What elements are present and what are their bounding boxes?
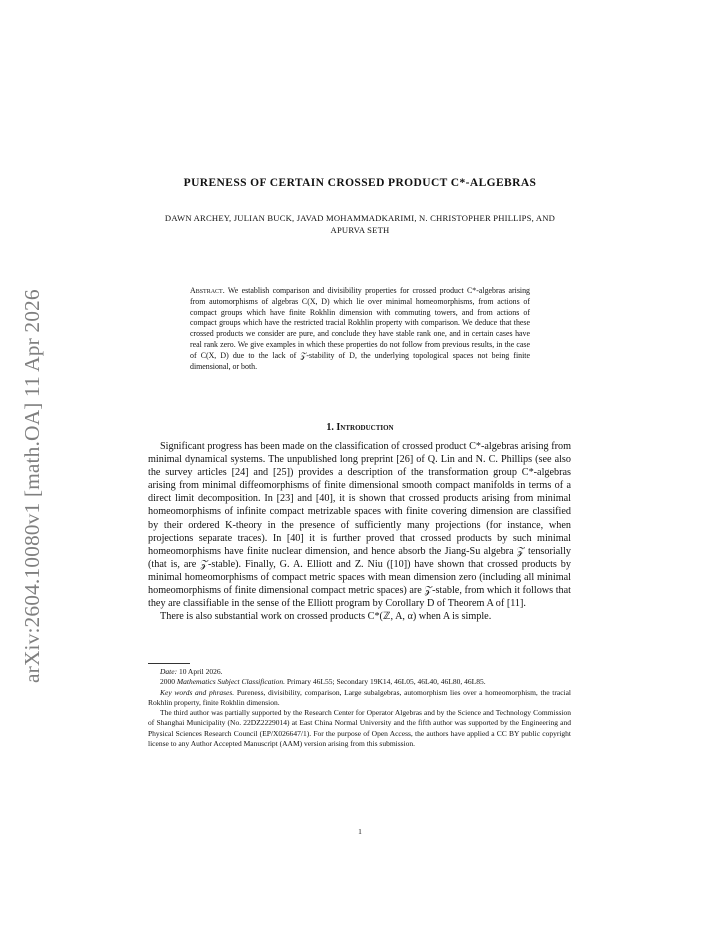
abstract: [190, 286, 530, 372]
footnote-keywords-label: Key words and phrases.: [160, 687, 235, 697]
section-heading: [0, 422, 720, 433]
footnote-date: [148, 667, 571, 677]
abstract-label: Abstract.: [190, 286, 225, 295]
abstract-text: We establish comparison and divisibility properties for crossed product C*-algebras arising from automorphisms of algebras C(X, D) which lie over minimal homeomorphisms, from actions of compact groups which have finite Rokhlin dimension with commuting towers, and from actions of compact groups which have the restricted tracial Rokhlin property with comparison. We deduce that these crossed products we consider are pure, and conclude they have stable rank one, and in certain cases have real rank zero. We give examples in which these properties do not follow from previous results, in the case of C(X, D) due to the lack of 𝒵-stability of D, the underlying topological spaces not being finite dimensional, or both.: [190, 286, 530, 371]
footnotes: [148, 667, 571, 749]
footnote-keywords: [148, 688, 571, 709]
paper-title: PURENESS OF CERTAIN CROSSED PRODUCT C*-ALGEBRAS: [183, 177, 537, 189]
footnote-date-label: Date:: [160, 667, 178, 676]
section-title: Introduction: [336, 422, 394, 433]
arxiv-identifier-stamp: [20, 243, 44, 683]
footnote-msc: [148, 677, 571, 687]
introduction-body: [148, 440, 571, 623]
footnote-msc-value: Primary 46L55; Secondary 19K14, 46L05, 46L40, 46L80, 46L85.: [286, 677, 486, 687]
footnote-keywords-value: Pureness, divisibility, comparison, Large subalgebras, automorphism lies over a homeomorphism, the tracial Rokhlin property, finite Rokhlin dimension.: [148, 687, 572, 707]
body-paragraph: There is also substantial work on crossed products C*(ℤ, A, α) when A is simple.: [160, 611, 492, 623]
footnote-msc-year: 2000: [160, 677, 175, 687]
page-number: 1: [358, 827, 362, 836]
author-list: DAWN ARCHEY, JULIAN BUCK, JAVAD MOHAMMADKARIMI, N. CHRISTOPHER PHILLIPS, AND APURVA SETH: [164, 213, 556, 235]
footnote-msc-label: Mathematics Subject Classification.: [176, 677, 285, 687]
body-paragraph: Significant progress has been made on the classification of crossed product C*-algebras arising from minimal dynamical systems. The unpublished long preprint [26] of Q. Lin and N. C. Phillips (see also the survey articles [24] and [25]) provides a description of the transformation group C*-algebras arising from minimal diffeomorphisms of finite dimensional smooth compact manifolds in terms of a direct limit decomposition. In [23] and [40], it is shown that crossed products arising from minimal homeomorphisms of infinite compact metrizable spaces with finite covering dimension are classified by their ordered K-theory in the presence of sufficiently many projections (for instance, when projections separate traces). In [40] it is further proved that crossed products by such minimal homeomorphisms have finite nuclear dimension, and hence absorb the Jiang-Su algebra 𝒵 tensorially (that is, are 𝒵-stable). Finally, G. A. Elliott and Z. Niu ([10]) have shown that crossed products by minimal homeomorphisms of compact metric spaces with mean dimension zero (including all minimal homeomorphisms of finite dimensional compact metric spaces) are 𝒵-stable, from which it follows that they are classifiable in the sense of the Elliott program by Corollary D of Theorem A of [11].: [148, 441, 571, 610]
footnote-date-value: 10 April 2026.: [178, 667, 223, 676]
section-number: 1.: [326, 422, 334, 433]
arxiv-identifier-text: arXiv:2604.10080v1 [math.OA] 11 Apr 2026: [20, 289, 44, 683]
footnote-divider: [148, 663, 190, 664]
footnote-funding: The third author was partially supported by the Research Center for Operator Algebras and by the Science and Technology Commission of Shanghai Municipality (No. 22DZ2229014) at East China Normal University and the fifth author was supported by the Engineering and Physical Sciences Research Council (EP/X026647/1). For the purpose of Open Access, the authors have applied a CC BY public copyright license to any Author Accepted Manuscript (AAM) version arising from this submission.: [148, 708, 571, 749]
